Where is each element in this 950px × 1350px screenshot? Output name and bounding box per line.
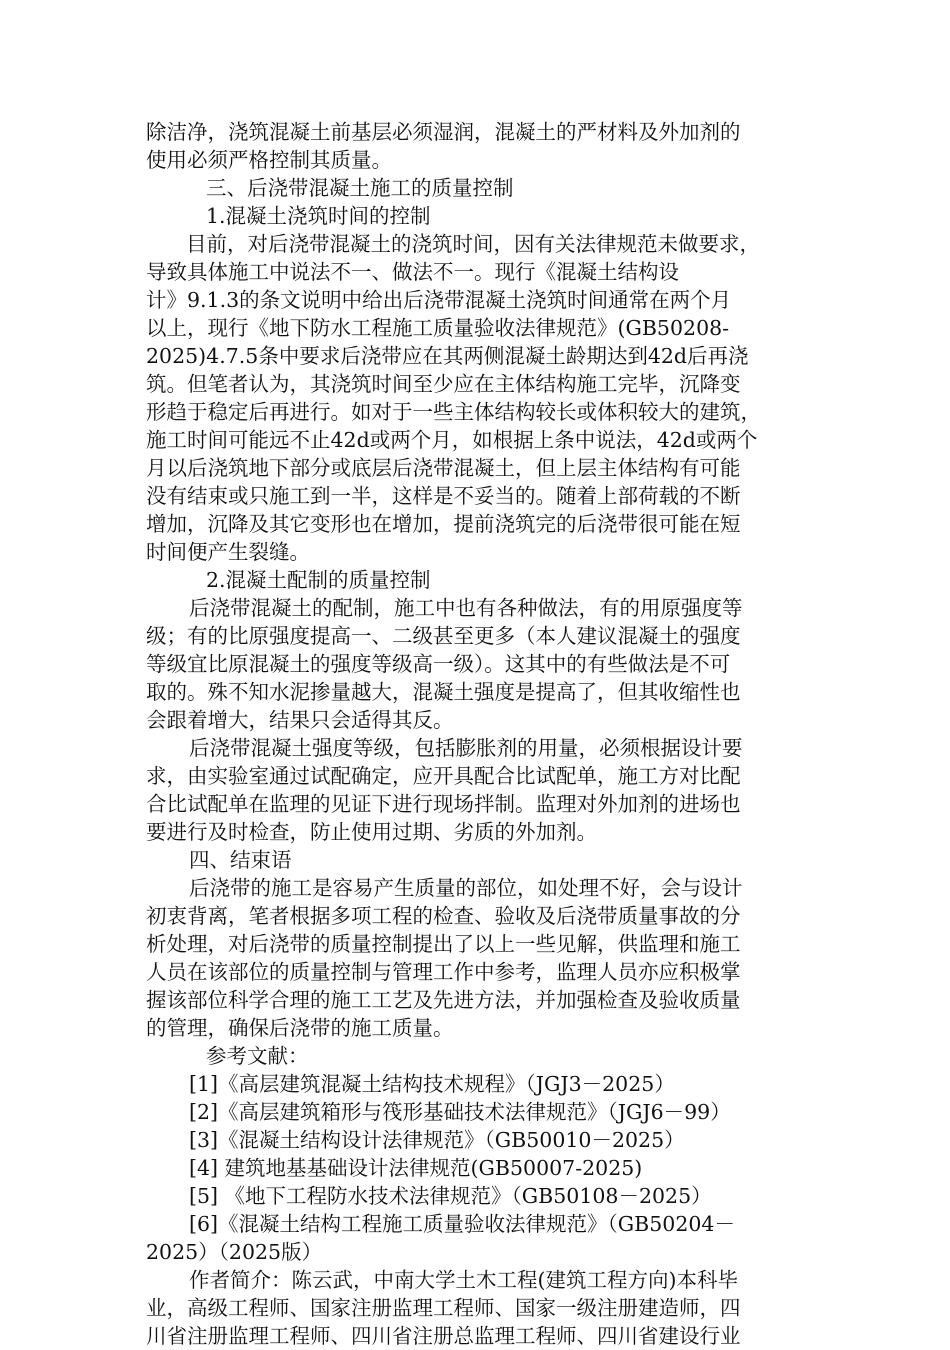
paragraph-line: 握该部位科学合理的施工工艺及先进方法，并加强检查及验收质量 bbox=[146, 988, 741, 1012]
paragraph-line: 求，由实验室通过试配确定，应开具配合比试配单，施工方对比配 bbox=[146, 764, 741, 788]
reference-item: [1]《高层建筑混凝土结构技术规程》（JGJ3－2025） bbox=[189, 1072, 675, 1096]
reference-item: [2]《高层建筑箱形与筏形基础技术法律规范》（JGJ6－99） bbox=[189, 1100, 731, 1124]
author-bio-line: 作者简介：陈云武，中南大学土木工程(建筑工程方向)本科毕 bbox=[189, 1268, 738, 1292]
paragraph-line: 目前，对后浇带混凝土的浇筑时间，因有关法律规范未做要求， bbox=[186, 232, 760, 256]
reference-item: [4] 建筑地基基础设计法律规范(GB50007-2025) bbox=[189, 1156, 643, 1180]
author-bio-line: 川省注册监理工程师、四川省注册总监理工程师、四川省建设行业 bbox=[146, 1324, 741, 1348]
paragraph-line: 2025)4.7.5条中要求后浇带应在其两侧混凝土龄期达到42d后再浇 bbox=[146, 344, 749, 368]
paragraph-line: 没有结束或只施工到一半，这样是不妥当的。随着上部荷载的不断 bbox=[146, 484, 741, 508]
paragraph-line: 导致具体施工中说法不一、做法不一。现行《混凝土结构设 bbox=[146, 260, 679, 284]
document-page bbox=[146, 118, 806, 1350]
reference-item-continuation: 2025）（2025版） bbox=[146, 1240, 323, 1264]
paragraph-line: 后浇带混凝土强度等级，包括膨胀剂的用量，必须根据设计要 bbox=[189, 736, 743, 760]
paragraph-line: 施工时间可能远不止42d或两个月，如根据上条中说法，42d或两个 bbox=[146, 428, 758, 452]
paragraph-line: 等级宜比原混凝土的强度等级高一级）。这其中的有些做法是不可 bbox=[146, 652, 731, 676]
paragraph-line: 计》9.1.3的条文说明中给出后浇带混凝土浇筑时间通常在两个月 bbox=[146, 288, 732, 312]
paragraph-line: 要进行及时检查，防止使用过期、劣质的外加剂。 bbox=[146, 820, 597, 844]
paragraph-line: 的管理，确保后浇带的施工质量。 bbox=[146, 1016, 454, 1040]
paragraph-line: 人员在该部位的质量控制与管理工作中参考，监理人员亦应积极掌 bbox=[146, 960, 741, 984]
paragraph-line: 会跟着增大，结果只会适得其反。 bbox=[146, 708, 454, 732]
paragraph-line: 级；有的比原强度提高一、二级甚至更多（本人建议混凝土的强度 bbox=[146, 624, 741, 648]
paragraph-line: 后浇带混凝土的配制，施工中也有各种做法，有的用原强度等 bbox=[189, 596, 743, 620]
paragraph-line: 增加，沉降及其它变形也在增加，提前浇筑完的后浇带很可能在短 bbox=[146, 512, 741, 536]
paragraph-line: 使用必须严格控制其质量。 bbox=[146, 148, 392, 172]
paragraph-line: 以上，现行《地下防水工程施工质量验收法律规范》(GB50208- bbox=[146, 316, 730, 340]
paragraph-line: 初衷背离，笔者根据多项工程的检查、验收及后浇带质量事故的分 bbox=[146, 904, 741, 928]
reference-item: [3]《混凝土结构设计法律规范》（GB50010－2025） bbox=[189, 1128, 685, 1152]
reference-item: [5] 《地下工程防水技术法律规范》（GB50108－2025） bbox=[189, 1184, 712, 1208]
paragraph-line: 合比试配单在监理的见证下进行现场拌制。监理对外加剂的进场也 bbox=[146, 792, 741, 816]
subsection-heading: 1.混凝土浇筑时间的控制 bbox=[206, 204, 431, 228]
paragraph-line: 后浇带的施工是容易产生质量的部位，如处理不好，会与设计 bbox=[189, 876, 743, 900]
paragraph-line: 析处理，对后浇带的质量控制提出了以上一些见解，供监理和施工 bbox=[146, 932, 741, 956]
section-heading: 三、后浇带混凝土施工的质量控制 bbox=[206, 176, 514, 200]
paragraph-line: 取的。殊不知水泥掺量越大，混凝土强度是提高了，但其收缩性也 bbox=[146, 680, 741, 704]
author-bio-line: 业，高级工程师、国家注册监理工程师、国家一级注册建造师，四 bbox=[146, 1296, 741, 1320]
paragraph-line: 筑。但笔者认为，其浇筑时间至少应在主体结构施工完毕，沉降变 bbox=[146, 372, 741, 396]
paragraph-line: 时间便产生裂缝。 bbox=[146, 540, 310, 564]
reference-item: [6]《混凝土结构工程施工质量验收法律规范》（GB50204－ bbox=[189, 1212, 735, 1236]
section-heading: 四、结束语 bbox=[189, 848, 292, 872]
paragraph-line: 月以后浇筑地下部分或底层后浇带混凝土，但上层主体结构有可能 bbox=[146, 456, 741, 480]
references-heading: 参考文献： bbox=[206, 1044, 309, 1068]
paragraph-line: 形趋于稳定后再进行。如对于一些主体结构较长或体积较大的建筑， bbox=[146, 400, 761, 424]
subsection-heading: 2.混凝土配制的质量控制 bbox=[206, 568, 431, 592]
paragraph-line: 除洁净，浇筑混凝土前基层必须湿润，混凝土的严材料及外加剂的 bbox=[146, 120, 741, 144]
